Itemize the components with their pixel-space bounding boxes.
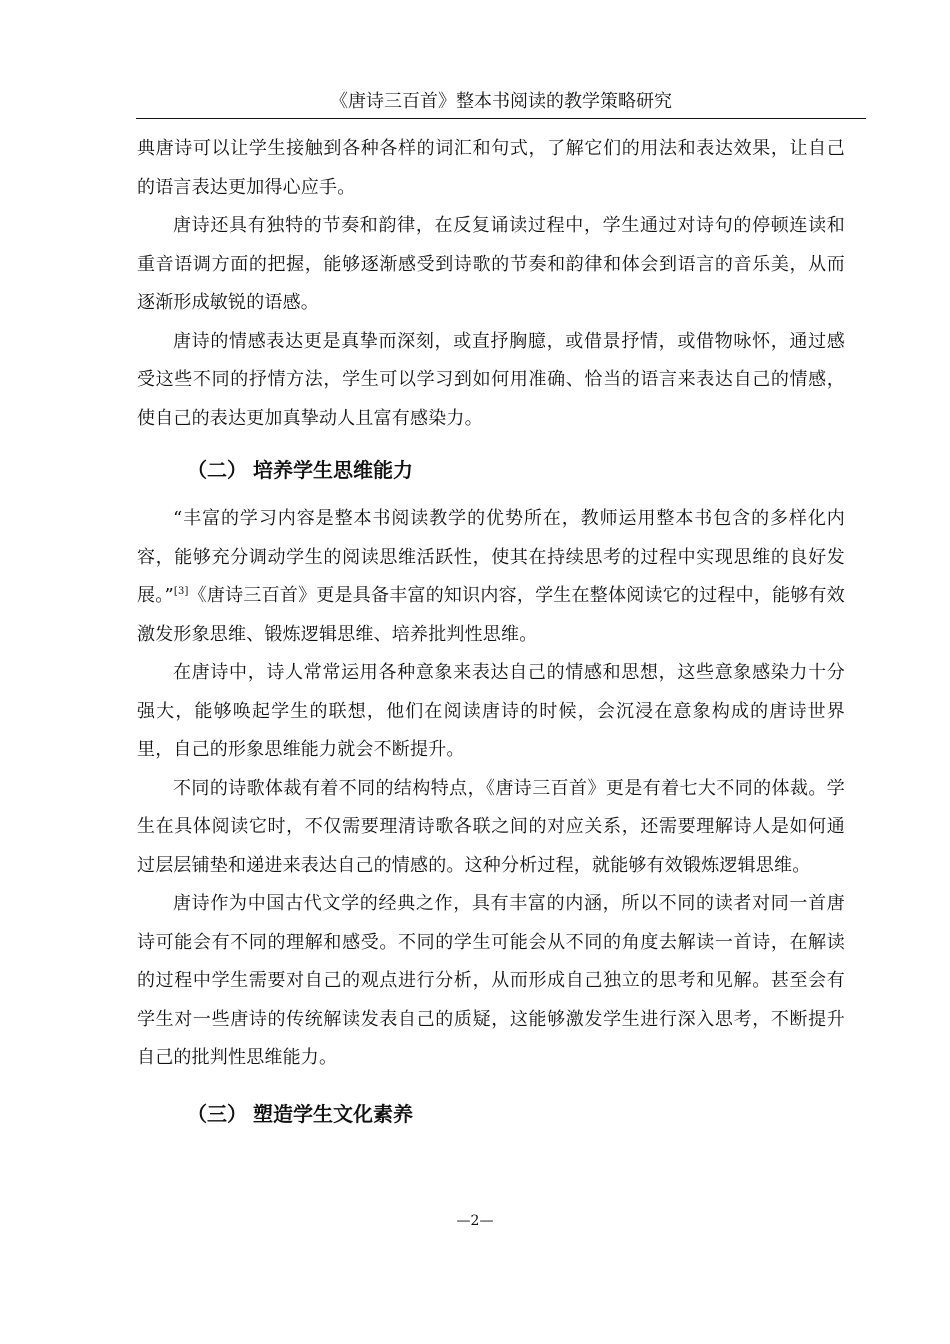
running-header: 《唐诗三百首》整本书阅读的教学策略研究	[330, 91, 672, 112]
section-number: （三）	[187, 1101, 247, 1126]
section-title: 塑造学生文化素养	[253, 1101, 413, 1126]
section-heading-3	[137, 1099, 845, 1129]
paragraph-structure: 不同的诗歌体裁有着不同的结构特点，《唐诗三百首》更是有着七大不同的体裁。学生在具体阅读它时，不仅需要理清诗歌各联之间的对应关系，还需要理解诗人是如何通过层层铺垫和递进来表达自己的情感的。这种分析过程，就能够有效锻炼逻辑思维。	[137, 777, 845, 876]
quote-after-text: 《唐诗三百首》更是具备丰富的知识内容，学生在整体阅读它的过程中，能够有效激发形象思维、锻炼逻辑思维、培养批判性思维。	[137, 585, 845, 645]
citation-marker: [3]	[173, 586, 189, 597]
header-rule	[136, 118, 866, 119]
paragraph-quote	[137, 500, 845, 654]
section-heading-2	[137, 455, 845, 485]
paragraph-continued: 典唐诗可以让学生接触到各种各样的词汇和句式，了解它们的用法和表达效果，让自己的语言表达更加得心应手。	[137, 138, 845, 198]
body-text	[137, 130, 845, 1129]
paragraph-critical: 唐诗作为中国古代文学的经典之作，具有丰富的内涵，所以不同的读者对同一首唐诗可能会有不同的理解和感受。不同的学生可能会从不同的角度去解读一首诗，在解读的过程中学生需要对自己的观点进行分析，从而形成自己独立的思考和见解。甚至会有学生对一些唐诗的传统解读发表自己的质疑，这能够激发学生进行深入思考，不断提升自己的批判性思维能力。	[137, 893, 845, 1068]
paragraph-imagery: 在唐诗中，诗人常常运用各种意象来表达自己的情感和思想，这些意象感染力十分强大，能够唤起学生的联想，他们在阅读唐诗的时候，会沉浸在意象构成的唐诗世界里，自己的形象思维能力就会不断提升。	[137, 662, 845, 760]
section-title: 培养学生思维能力	[253, 458, 413, 482]
paragraph-rhythm: 唐诗还具有独特的节奏和韵律，在反复诵读过程中，学生通过对诗句的停顿连读和重音语调方面的把握，能够逐渐感受到诗歌的节奏和韵律和体会到语言的音乐美，从而逐渐形成敏锐的语感。	[137, 215, 845, 313]
paragraph-emotion: 唐诗的情感表达更是真挚而深刻，或直抒胸臆，或借景抒情，或借物咏怀，通过感受这些不同的抒情方法，学生可以学习到如何用准确、恰当的语言来表达自己的情感，使自己的表达更加真挚动人且富有感染力。	[137, 330, 845, 429]
section-number: （二）	[187, 458, 247, 482]
page-number: —2—	[456, 1213, 494, 1229]
quote-text: “丰富的学习内容是整本书阅读教学的优势所在，教师运用整本书包含的多样化内容，能够充分调动学生的阅读思维活跃性，使其在持续思考的过程中实现思维的良好发展。”	[137, 508, 845, 606]
